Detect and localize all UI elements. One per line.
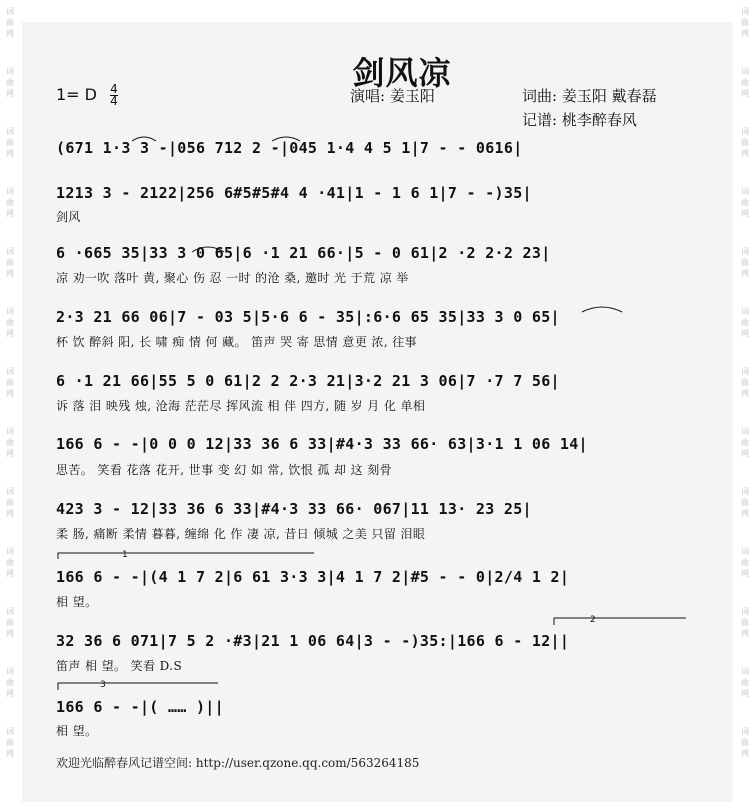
notation-row-3: 6 ·665 35|33 3 0 65|6 ·1 21 66·|5 - 0 61|2 ·2 2·2 23| bbox=[56, 244, 551, 262]
lyrics-row-5: 诉 落 泪 映残 烛, 沧海 茫茫尽 挥风流 相 伴 四方, 随 岁 月 化 单相 bbox=[56, 399, 426, 413]
lyrics-row-2: 剑风 bbox=[56, 210, 81, 224]
lyrics-row-4: 杯 饮 醉斜 阳, 长 啸 痴 情 何 藏。 笛声 哭 寄 思情 意更 浓, 往事 bbox=[56, 335, 418, 349]
notation-row-1: (671 1·3 3 -|056 712 2 -|045 1·4 4 5 1|7 - - 0616| bbox=[56, 139, 523, 157]
lyrics-row-3: 凉 劝一吹 落叶 黄, 聚心 伤 忍 一时 的沧 桑, 邀时 光 于荒 凉 举 bbox=[56, 271, 409, 285]
watermark-mark: 词 曲 网 bbox=[6, 127, 14, 158]
watermark-mark: 词 曲 网 bbox=[741, 487, 749, 518]
singer-credit: 演唱: 姜玉阳 bbox=[350, 87, 435, 105]
time-bottom: 4 bbox=[110, 94, 118, 108]
notation-row-4: 2·3 21 66 06|7 - 03 5|5·6 6 - 35|:6·6 65 35|33 3 0 65| bbox=[56, 308, 560, 326]
watermark-mark: 词 曲 网 bbox=[741, 7, 749, 38]
notation-row-9: 32 36 6 071|7 5 2 ·#3|21 1 06 64|3 - -)35:|166 6 - 12|| bbox=[56, 632, 570, 650]
volta-bracket-1 bbox=[58, 553, 314, 559]
lyrics-row-1 bbox=[56, 163, 718, 179]
notation-row-10: 166 6 - -|( …… )|| bbox=[56, 698, 224, 716]
watermark-mark: 词 曲 网 bbox=[741, 127, 749, 158]
watermark-mark: 词 曲 网 bbox=[741, 187, 749, 218]
volta-number-3: 3 bbox=[100, 680, 106, 690]
footer-credit: 欢迎光临醉春风记谱空间: http://user.qzone.qq.com/563264185 bbox=[56, 756, 420, 770]
watermark-mark: 词 曲 网 bbox=[6, 187, 14, 218]
watermark-mark: 词 曲 网 bbox=[6, 67, 14, 98]
score-sheet bbox=[22, 22, 733, 802]
watermark-mark: 词 曲 网 bbox=[6, 247, 14, 278]
notation-row-2: 1213 3 - 2122|256 6#5#5#4 4 ·41|1 - 1 6 1|7 - -)35| bbox=[56, 184, 532, 202]
song-title: 剑风凉 bbox=[352, 54, 452, 92]
time-top: 4 bbox=[110, 82, 118, 96]
notation-row-7: 423 3 - 12|33 36 6 33|#4·3 33 66· 067|11 13· 23 25| bbox=[56, 500, 532, 518]
key-label: 1= D bbox=[56, 85, 97, 104]
watermark-mark: 词 曲 网 bbox=[6, 667, 14, 698]
watermark-mark: 词 曲 网 bbox=[6, 307, 14, 338]
watermark-mark: 词 曲 网 bbox=[741, 667, 749, 698]
watermark-mark: 词 曲 网 bbox=[741, 307, 749, 338]
notation-row-8: 166 6 - -|(4 1 7 2|6 61 3·3 3|4 1 7 2|#5 - - 0|2/4 1 2| bbox=[56, 568, 570, 586]
watermark-mark: 词 曲 网 bbox=[6, 427, 14, 458]
watermark-mark: 词 曲 网 bbox=[741, 727, 749, 758]
volta-number-1: 1 bbox=[122, 550, 128, 560]
watermark-mark: 词 曲 网 bbox=[741, 67, 749, 98]
watermark-mark: 词 曲 网 bbox=[6, 487, 14, 518]
watermark-mark: 词 曲 网 bbox=[741, 247, 749, 278]
volta-bracket-2 bbox=[554, 618, 686, 625]
notation-credit: 记谱: 桃李醉春风 bbox=[522, 111, 637, 129]
watermark-mark: 词 曲 网 bbox=[741, 547, 749, 578]
volta-number-2: 2 bbox=[590, 615, 596, 625]
watermark-mark: 词 曲 网 bbox=[6, 607, 14, 638]
notation-row-5: 6 ·1 21 66|55 5 0 61|2 2 2·3 21|3·2 21 3 06|7 ·7 7 56| bbox=[56, 372, 560, 390]
watermark-mark: 词 曲 网 bbox=[6, 367, 14, 398]
watermark-mark: 词 曲 网 bbox=[741, 427, 749, 458]
lyrics-row-6: 思苦。 笑看 花落 花开, 世事 变 幻 如 常, 饮恨 孤 却 这 刻骨 bbox=[56, 463, 393, 477]
notation-row-6: 166 6 - -|0 0 0 12|33 36 6 33|#4·3 33 66· 63|3·1 1 06 14| bbox=[56, 435, 588, 453]
watermark-mark: 词 曲 网 bbox=[741, 367, 749, 398]
volta-bracket-3 bbox=[58, 683, 218, 690]
key-signature bbox=[56, 84, 118, 107]
watermark-mark: 词 曲 网 bbox=[6, 7, 14, 38]
lyrics-row-7: 柔 肠, 痛断 柔情 暮暮, 缠绵 化 作 凄 凉, 昔日 倾城 之美 只留 泪眼 bbox=[56, 527, 426, 541]
watermark-mark: 词 曲 网 bbox=[6, 547, 14, 578]
right-watermark-strip bbox=[735, 0, 755, 806]
lyrics-row-10: 相 望。 bbox=[56, 724, 98, 738]
lyrics-row-8: 相 望。 bbox=[56, 595, 98, 609]
watermark-mark: 词 曲 网 bbox=[741, 607, 749, 638]
watermark-mark: 词 曲 网 bbox=[6, 727, 14, 758]
time-signature bbox=[110, 84, 118, 107]
left-watermark-strip bbox=[0, 0, 20, 806]
composer-credit: 词曲: 姜玉阳 戴春磊 bbox=[522, 87, 657, 105]
lyrics-row-9: 笛声 相 望。 笑看 D.S bbox=[56, 659, 183, 673]
